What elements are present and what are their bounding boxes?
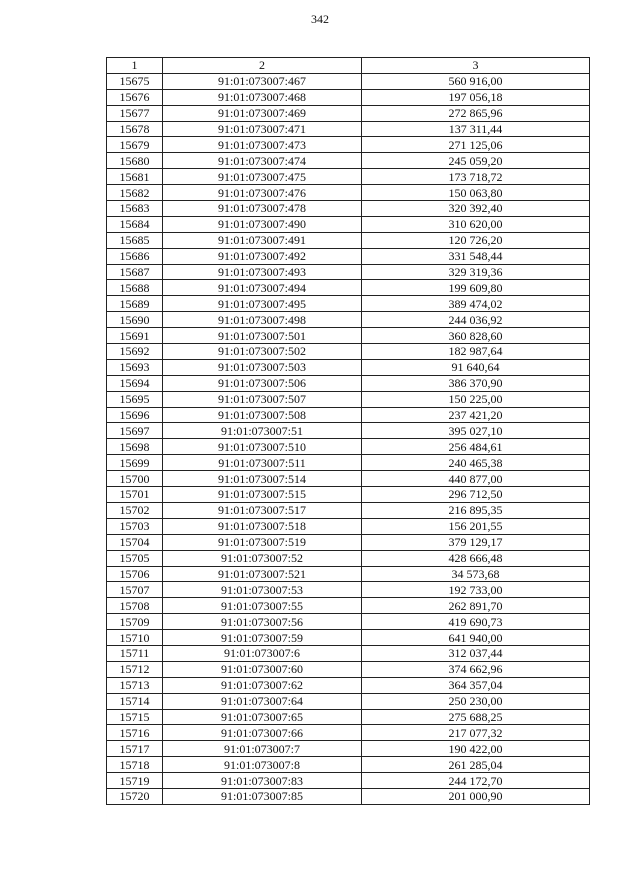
table-row bbox=[107, 423, 590, 439]
table-row bbox=[107, 582, 590, 598]
table-row bbox=[107, 232, 590, 248]
cadastral-value-cell: 216 895,35 bbox=[362, 502, 590, 518]
cadastral-number-cell: 91:01:073007:508 bbox=[163, 407, 362, 423]
table-row bbox=[107, 216, 590, 232]
row-number-cell: 15710 bbox=[107, 630, 163, 646]
table-row bbox=[107, 550, 590, 566]
row-number-cell: 15685 bbox=[107, 232, 163, 248]
row-number-cell: 15678 bbox=[107, 121, 163, 137]
table-row bbox=[107, 264, 590, 280]
table-row bbox=[107, 89, 590, 105]
cadastral-number-cell: 91:01:073007:469 bbox=[163, 105, 362, 121]
cadastral-number-cell: 91:01:073007:511 bbox=[163, 455, 362, 471]
row-number-cell: 15692 bbox=[107, 344, 163, 360]
table-row bbox=[107, 709, 590, 725]
table-row bbox=[107, 153, 590, 169]
cadastral-number-cell: 91:01:073007:478 bbox=[163, 201, 362, 217]
page-number: 342 bbox=[311, 12, 329, 26]
table-row bbox=[107, 566, 590, 582]
cadastral-value-cell: 271 125,06 bbox=[362, 137, 590, 153]
row-number-cell: 15703 bbox=[107, 518, 163, 534]
row-number-cell: 15679 bbox=[107, 137, 163, 153]
table-row bbox=[107, 502, 590, 518]
cadastral-value-cell: 374 662,96 bbox=[362, 661, 590, 677]
row-number-cell: 15682 bbox=[107, 185, 163, 201]
cadastral-number-cell: 91:01:073007:510 bbox=[163, 439, 362, 455]
row-number-cell: 15709 bbox=[107, 614, 163, 630]
table-body bbox=[107, 73, 590, 804]
cadastral-number-cell: 91:01:073007:519 bbox=[163, 534, 362, 550]
cadastral-number-cell: 91:01:073007:507 bbox=[163, 391, 362, 407]
row-number-cell: 15705 bbox=[107, 550, 163, 566]
row-number-cell: 15677 bbox=[107, 105, 163, 121]
row-number-cell: 15688 bbox=[107, 280, 163, 296]
row-number-cell: 15704 bbox=[107, 534, 163, 550]
cadastral-value-cell: 250 230,00 bbox=[362, 693, 590, 709]
cadastral-number-cell: 91:01:073007:493 bbox=[163, 264, 362, 280]
cadastral-number-cell: 91:01:073007:506 bbox=[163, 375, 362, 391]
row-number-cell: 15681 bbox=[107, 169, 163, 185]
row-number-cell: 15696 bbox=[107, 407, 163, 423]
cadastral-number-cell: 91:01:073007:59 bbox=[163, 630, 362, 646]
cadastral-value-cell: 244 172,70 bbox=[362, 773, 590, 789]
cadastral-number-cell: 91:01:073007:492 bbox=[163, 248, 362, 264]
table-row bbox=[107, 471, 590, 487]
cadastral-value-cell: 262 891,70 bbox=[362, 598, 590, 614]
table-row bbox=[107, 455, 590, 471]
row-number-cell: 15683 bbox=[107, 201, 163, 217]
cadastral-number-cell: 91:01:073007:498 bbox=[163, 312, 362, 328]
row-number-cell: 15695 bbox=[107, 391, 163, 407]
row-number-cell: 15706 bbox=[107, 566, 163, 582]
cadastral-value-cell: 156 201,55 bbox=[362, 518, 590, 534]
cadastral-value-cell: 91 640,64 bbox=[362, 359, 590, 375]
cadastral-number-cell: 91:01:073007:521 bbox=[163, 566, 362, 582]
row-number-cell: 15691 bbox=[107, 328, 163, 344]
cadastral-value-cell: 386 370,90 bbox=[362, 375, 590, 391]
cadastral-number-cell: 91:01:073007:468 bbox=[163, 89, 362, 105]
row-number-cell: 15698 bbox=[107, 439, 163, 455]
cadastral-value-cell: 197 056,18 bbox=[362, 89, 590, 105]
cadastral-number-cell: 91:01:073007:476 bbox=[163, 185, 362, 201]
row-number-cell: 15693 bbox=[107, 359, 163, 375]
row-number-cell: 15708 bbox=[107, 598, 163, 614]
table-row bbox=[107, 487, 590, 503]
table-row bbox=[107, 137, 590, 153]
table-row bbox=[107, 73, 590, 89]
cadastral-number-cell: 91:01:073007:515 bbox=[163, 487, 362, 503]
cadastral-value-cell: 331 548,44 bbox=[362, 248, 590, 264]
cadastral-value-cell: 296 712,50 bbox=[362, 487, 590, 503]
row-number-cell: 15713 bbox=[107, 677, 163, 693]
cadastral-number-cell: 91:01:073007:8 bbox=[163, 757, 362, 773]
row-number-cell: 15694 bbox=[107, 375, 163, 391]
cadastral-number-cell: 91:01:073007:491 bbox=[163, 232, 362, 248]
row-number-cell: 15686 bbox=[107, 248, 163, 264]
cadastral-value-cell: 237 421,20 bbox=[362, 407, 590, 423]
table-row bbox=[107, 534, 590, 550]
cadastral-value-cell: 395 027,10 bbox=[362, 423, 590, 439]
row-number-cell: 15701 bbox=[107, 487, 163, 503]
table-row bbox=[107, 105, 590, 121]
row-number-cell: 15711 bbox=[107, 645, 163, 661]
cadastral-number-cell: 91:01:073007:503 bbox=[163, 359, 362, 375]
cadastral-value-cell: 275 688,25 bbox=[362, 709, 590, 725]
cadastral-value-cell: 389 474,02 bbox=[362, 296, 590, 312]
table-row bbox=[107, 439, 590, 455]
cadastral-value-cell: 245 059,20 bbox=[362, 153, 590, 169]
cadastral-value-cell: 310 620,00 bbox=[362, 216, 590, 232]
table-row bbox=[107, 788, 590, 804]
table-row bbox=[107, 773, 590, 789]
cadastral-value-cell: 192 733,00 bbox=[362, 582, 590, 598]
table-header-row bbox=[107, 58, 590, 74]
cadastral-number-cell: 91:01:073007:64 bbox=[163, 693, 362, 709]
row-number-cell: 15720 bbox=[107, 788, 163, 804]
cadastral-number-cell: 91:01:073007:501 bbox=[163, 328, 362, 344]
cadastral-value-cell: 190 422,00 bbox=[362, 741, 590, 757]
cadastral-value-cell: 201 000,90 bbox=[362, 788, 590, 804]
row-number-cell: 15689 bbox=[107, 296, 163, 312]
table-row bbox=[107, 725, 590, 741]
table-row bbox=[107, 391, 590, 407]
cadastral-number-cell: 91:01:073007:471 bbox=[163, 121, 362, 137]
cadastral-number-cell: 91:01:073007:517 bbox=[163, 502, 362, 518]
cadastral-value-cell: 440 877,00 bbox=[362, 471, 590, 487]
table-row bbox=[107, 598, 590, 614]
table-row bbox=[107, 677, 590, 693]
table-row bbox=[107, 407, 590, 423]
cadastral-value-cell: 137 311,44 bbox=[362, 121, 590, 137]
cadastral-value-cell: 173 718,72 bbox=[362, 169, 590, 185]
row-number-cell: 15687 bbox=[107, 264, 163, 280]
cadastral-number-cell: 91:01:073007:473 bbox=[163, 137, 362, 153]
row-number-cell: 15702 bbox=[107, 502, 163, 518]
cadastral-value-cell: 312 037,44 bbox=[362, 645, 590, 661]
row-number-cell: 15684 bbox=[107, 216, 163, 232]
cadastral-number-cell: 91:01:073007:62 bbox=[163, 677, 362, 693]
row-number-cell: 15699 bbox=[107, 455, 163, 471]
row-number-cell: 15712 bbox=[107, 661, 163, 677]
table-row bbox=[107, 375, 590, 391]
table-row bbox=[107, 312, 590, 328]
row-number-cell: 15716 bbox=[107, 725, 163, 741]
column-header-2: 2 bbox=[163, 58, 362, 74]
cadastral-value-cell: 379 129,17 bbox=[362, 534, 590, 550]
cadastral-value-cell: 256 484,61 bbox=[362, 439, 590, 455]
cadastral-number-cell: 91:01:073007:490 bbox=[163, 216, 362, 232]
cadastral-number-cell: 91:01:073007:52 bbox=[163, 550, 362, 566]
cadastral-number-cell: 91:01:073007:7 bbox=[163, 741, 362, 757]
row-number-cell: 15707 bbox=[107, 582, 163, 598]
cadastral-value-table bbox=[106, 57, 590, 805]
table-row bbox=[107, 248, 590, 264]
cadastral-number-cell: 91:01:073007:474 bbox=[163, 153, 362, 169]
column-header-1: 1 bbox=[107, 58, 163, 74]
cadastral-value-cell: 419 690,73 bbox=[362, 614, 590, 630]
cadastral-value-cell: 329 319,36 bbox=[362, 264, 590, 280]
cadastral-value-cell: 560 916,00 bbox=[362, 73, 590, 89]
cadastral-number-cell: 91:01:073007:495 bbox=[163, 296, 362, 312]
table-row bbox=[107, 344, 590, 360]
table-row bbox=[107, 693, 590, 709]
cadastral-value-cell: 150 063,80 bbox=[362, 185, 590, 201]
cadastral-value-cell: 364 357,04 bbox=[362, 677, 590, 693]
cadastral-number-cell: 91:01:073007:51 bbox=[163, 423, 362, 439]
row-number-cell: 15717 bbox=[107, 741, 163, 757]
cadastral-number-cell: 91:01:073007:494 bbox=[163, 280, 362, 296]
row-number-cell: 15680 bbox=[107, 153, 163, 169]
cadastral-value-cell: 360 828,60 bbox=[362, 328, 590, 344]
row-number-cell: 15718 bbox=[107, 757, 163, 773]
cadastral-number-cell: 91:01:073007:475 bbox=[163, 169, 362, 185]
cadastral-number-cell: 91:01:073007:60 bbox=[163, 661, 362, 677]
cadastral-number-cell: 91:01:073007:56 bbox=[163, 614, 362, 630]
table-row bbox=[107, 741, 590, 757]
cadastral-number-cell: 91:01:073007:6 bbox=[163, 645, 362, 661]
cadastral-number-cell: 91:01:073007:467 bbox=[163, 73, 362, 89]
column-header-3: 3 bbox=[362, 58, 590, 74]
table-row bbox=[107, 614, 590, 630]
table-row bbox=[107, 661, 590, 677]
cadastral-value-cell: 244 036,92 bbox=[362, 312, 590, 328]
table-row bbox=[107, 645, 590, 661]
cadastral-value-cell: 261 285,04 bbox=[362, 757, 590, 773]
cadastral-value-cell: 320 392,40 bbox=[362, 201, 590, 217]
row-number-cell: 15675 bbox=[107, 73, 163, 89]
table-row bbox=[107, 328, 590, 344]
table-row bbox=[107, 201, 590, 217]
cadastral-value-cell: 120 726,20 bbox=[362, 232, 590, 248]
cadastral-value-cell: 150 225,00 bbox=[362, 391, 590, 407]
row-number-cell: 15690 bbox=[107, 312, 163, 328]
table-row bbox=[107, 757, 590, 773]
row-number-cell: 15714 bbox=[107, 693, 163, 709]
cadastral-number-cell: 91:01:073007:65 bbox=[163, 709, 362, 725]
cadastral-value-cell: 240 465,38 bbox=[362, 455, 590, 471]
row-number-cell: 15719 bbox=[107, 773, 163, 789]
row-number-cell: 15697 bbox=[107, 423, 163, 439]
cadastral-number-cell: 91:01:073007:502 bbox=[163, 344, 362, 360]
row-number-cell: 15700 bbox=[107, 471, 163, 487]
cadastral-number-cell: 91:01:073007:53 bbox=[163, 582, 362, 598]
cadastral-value-cell: 34 573,68 bbox=[362, 566, 590, 582]
cadastral-number-cell: 91:01:073007:85 bbox=[163, 788, 362, 804]
table-row bbox=[107, 630, 590, 646]
cadastral-value-cell: 217 077,32 bbox=[362, 725, 590, 741]
cadastral-value-cell: 182 987,64 bbox=[362, 344, 590, 360]
cadastral-value-cell: 641 940,00 bbox=[362, 630, 590, 646]
row-number-cell: 15676 bbox=[107, 89, 163, 105]
cadastral-value-cell: 272 865,96 bbox=[362, 105, 590, 121]
cadastral-number-cell: 91:01:073007:518 bbox=[163, 518, 362, 534]
cadastral-value-cell: 199 609,80 bbox=[362, 280, 590, 296]
cadastral-number-cell: 91:01:073007:514 bbox=[163, 471, 362, 487]
table-row bbox=[107, 280, 590, 296]
table-row bbox=[107, 296, 590, 312]
cadastral-number-cell: 91:01:073007:66 bbox=[163, 725, 362, 741]
cadastral-value-cell: 428 666,48 bbox=[362, 550, 590, 566]
row-number-cell: 15715 bbox=[107, 709, 163, 725]
table-row bbox=[107, 359, 590, 375]
table-row bbox=[107, 121, 590, 137]
table-row bbox=[107, 185, 590, 201]
table-row bbox=[107, 518, 590, 534]
table-row bbox=[107, 169, 590, 185]
cadastral-number-cell: 91:01:073007:55 bbox=[163, 598, 362, 614]
cadastral-number-cell: 91:01:073007:83 bbox=[163, 773, 362, 789]
